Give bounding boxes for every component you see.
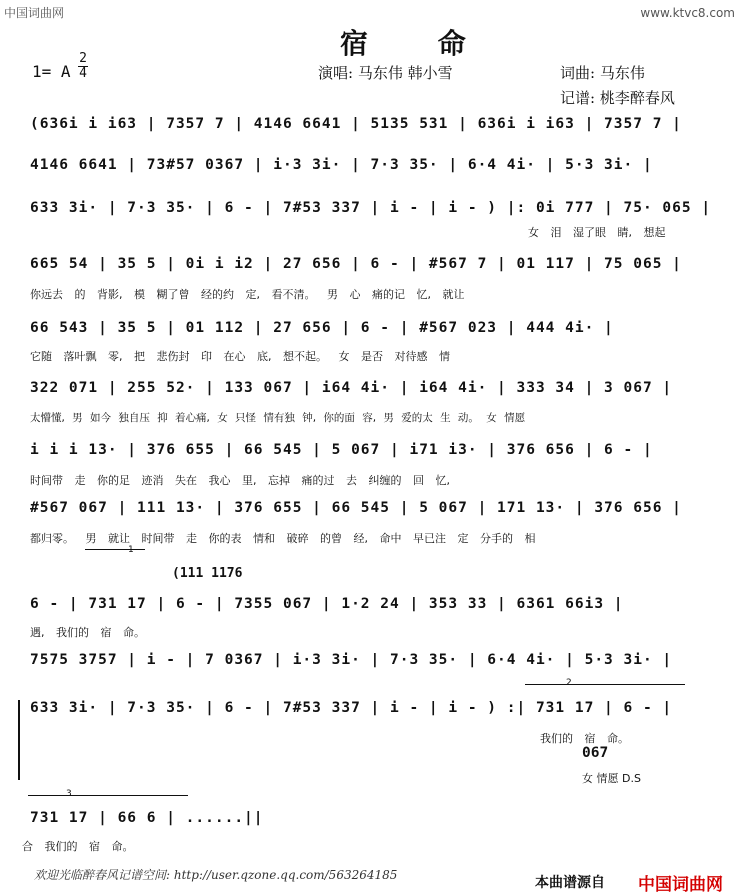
ending-number: 1 <box>128 545 134 555</box>
lyric-line: 我们的 宿 命。 <box>540 732 629 745</box>
lyric-line: 时间带 走 你的足 迹消 失在 我心 里, 忘掉 痛的过 去 纠缠的 回 忆, <box>30 474 450 487</box>
score-line: 731 17 | 66 6 | ......|| <box>30 810 264 826</box>
source-site: 中国词曲网 <box>638 875 723 895</box>
singers: 演唱: 马东伟 韩小雪 <box>318 64 453 82</box>
time-denominator: 4 <box>79 66 87 81</box>
score-line: 665 54 | 35 5 | 0i i i2 | 27 656 | 6 - | #567 7 | 01 117 | 75 065 | <box>30 256 682 272</box>
ending-number: 3 <box>66 789 72 799</box>
score-line: (636i i i63 | 7357 7 | 4146 6641 | 5135 531 | 636i i i63 | 7357 7 | <box>30 116 682 132</box>
system-brace <box>18 700 20 780</box>
score-line: 7575 3757 | i - | 7 0367 | i·3 3i· | 7·3 35· | 6·4 4i· | 5·3 3i· | <box>30 652 673 668</box>
volta-bracket <box>525 684 685 685</box>
lyric-line: 合 我们的 宿 命。 <box>22 840 134 853</box>
lyric-line: 都归零。 男 就让 时间带 走 你的表 情和 破碎 的曾 经, 命中 早已注 定 分手的 相 <box>30 532 536 545</box>
ds-notes: 067 <box>582 745 609 761</box>
watermark-top-right: www.ktvc8.com <box>640 6 735 20</box>
lyric-line: 它随 落叶飘 零, 把 悲伤封 印 在心 底, 想不起。 女 是否 对待感 情 <box>30 350 450 363</box>
transcriber: 记谱: 桃李醉春风 <box>560 89 675 107</box>
score-line: 322 071 | 255 52· | 133 067 | i64 4i· | i64 4i· | 333 34 | 3 067 | <box>30 380 673 396</box>
lyric-line: 遇, 我们的 宿 命。 <box>30 626 145 639</box>
score-line: 66 543 | 35 5 | 01 112 | 27 656 | 6 - | #567 023 | 444 4i· | <box>30 320 614 336</box>
score-line: 6 - | 731 17 | 6 - | 7355 067 | 1·2 24 | 353 33 | 6361 66i3 | <box>30 596 624 612</box>
watermark-top-left: 中国词曲网 <box>4 6 65 20</box>
score-line: #567 067 | 111 13· | 376 655 | 66 545 | 5 067 | 171 13· | 376 656 | <box>30 500 682 516</box>
composer: 词曲: 马东伟 <box>560 64 645 82</box>
ending-number: 2 <box>566 678 572 688</box>
lyric-line: 女 泪 湿了眼 睛, 想起 <box>528 226 666 239</box>
phrase-bracket <box>85 549 145 550</box>
time-numerator: 2 <box>79 51 87 66</box>
volta-bracket <box>28 795 188 796</box>
key-signature: 1= A <box>32 62 71 81</box>
credit-footer: 欢迎光临醉春风记谱空间: http://user.qzone.qq.com/563264185 <box>34 868 398 882</box>
insert-phrase: (111 1176 <box>172 566 243 581</box>
source-label: 本曲谱源自 <box>535 875 605 891</box>
time-signature <box>78 52 88 81</box>
song-title: 宿 命 <box>340 27 496 60</box>
ds-text: 女 情愿 D.S <box>582 772 641 785</box>
lyric-line: 你远去 的 背影, 模 糊了曾 经的约 定, 看不清。 男 心 痛的记 忆, 就让 <box>30 288 465 301</box>
lyric-line: 太懵懂, 男 如今 独自压 抑 着心痛, 女 只怪 情有独 钟, 你的面 容, 男 爱的太 生 动。 女 情愿 <box>30 412 526 424</box>
score-line: 633 3i· | 7·3 35· | 6 - | 7#53 337 | i - | i - ) |: 0i 777 | 75· 065 | <box>30 200 712 216</box>
score-line: 4146 6641 | 73#57 0367 | i·3 3i· | 7·3 35· | 6·4 4i· | 5·3 3i· | <box>30 157 653 173</box>
score-line: i i i 13· | 376 655 | 66 545 | 5 067 | i71 i3· | 376 656 | 6 - | <box>30 442 653 458</box>
score-line: 633 3i· | 7·3 35· | 6 - | 7#53 337 | i - | i - ) :| 731 17 | 6 - | <box>30 700 673 716</box>
